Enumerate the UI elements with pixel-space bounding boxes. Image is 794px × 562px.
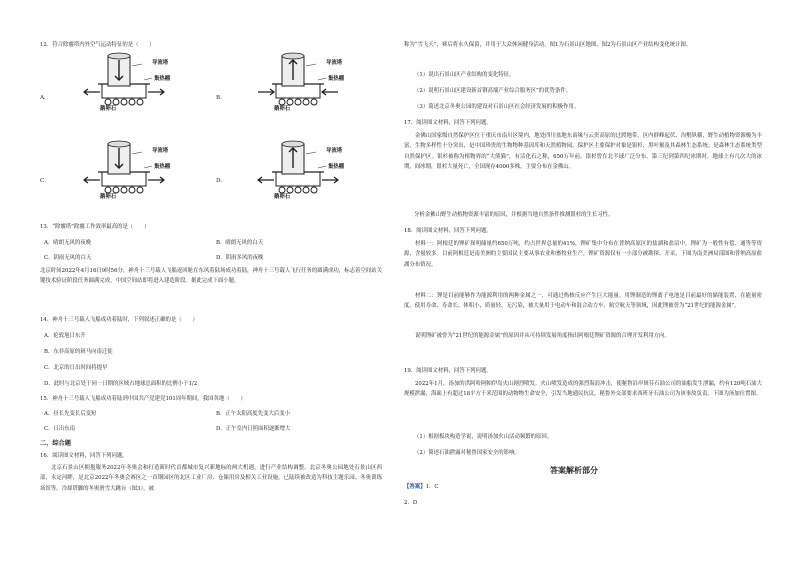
q18-task: 说明锂矿被誉为“21世纪的能源金属”的原因并从可持续发展角度指出阿根廷锂矿资源的合理开发利用方向。: [415, 333, 670, 339]
q14-option-b: B．东非高原的斑马向南迁徙: [44, 349, 113, 355]
q12-a-tower-label: 导流塔: [152, 60, 169, 66]
q12-option-a-label: A．: [40, 95, 50, 101]
q19-subquestion-2: （2）简述石油泄露对秘鲁国家安全的影响。: [414, 450, 520, 456]
q16-passage: 北京石景山区拥抱服务2022年冬奥会和打造新时代首都城市复兴新地标的两大机遇，进行产业结构调整。北京冬奥公园地处石景山区西部，永定河畔，是北京2022年冬奥会赛区之一首钢园区的北区工业厂房、仓储用房及相关工业设施，已陆续被改造为科技主题乐园、冬奥训练场馆等，冷却塔脚的冬奥滑雪大跳台（图3），被: [40, 465, 382, 492]
q13-option-b: B．晴朗无风的白天: [216, 240, 264, 246]
q12-b-tower-label: 导流塔: [326, 60, 343, 66]
q12-b-collector-label: 集热棚: [328, 76, 345, 82]
q19-stem: 19．阅读图文材料，回答下列问题。: [404, 368, 492, 374]
answer-section-title: 答案解析部分: [550, 466, 598, 475]
answer-tag: 【答案】: [404, 484, 426, 490]
q17-stem: 17．阅读图文材料，回答下列问题。: [404, 120, 492, 126]
q12-a-stone-label: 鹅卵石: [100, 106, 117, 112]
left-column: [40, 0, 382, 562]
q12-b-stone-label: 鹅卵石: [274, 106, 291, 112]
q16-subquestion-1: （1）说出石景山区产业结构的变化特征。: [414, 72, 515, 78]
q15-option-a: A．昼长先变长后变短: [44, 411, 97, 417]
right-column: [404, 0, 762, 562]
q12-option-b-label: B．: [216, 95, 226, 101]
q12-stem: 12．符合除霾塔内外空气运动特征的是（ ）: [40, 42, 155, 48]
answer-1-value: 1．C: [425, 484, 439, 490]
q13-option-a: A．晴朗无风的夜晚: [44, 240, 92, 246]
q15-stem: 15．神舟十三号载人飞船成功着陆到中国共产党建党101周年期间，我国各地（ ）: [40, 396, 246, 402]
q15-option-b: B．正午太阳高度先变大后变小: [216, 411, 291, 417]
answer-1: [404, 484, 439, 491]
q12-a-collector-label: 集热棚: [154, 76, 171, 82]
q14-stem: 14．神舟十三号载人飞船成功着陆时，下列叙述正确的是（ ）: [40, 317, 198, 323]
q12-d-tower-label: 导流塔: [326, 148, 343, 154]
q12-d-collector-label: 集热棚: [328, 164, 345, 170]
q12-option-c-label: C．: [40, 178, 50, 184]
q14-option-a: A．伦敦旭日东升: [44, 333, 86, 339]
answer-2: 2．D: [404, 500, 418, 506]
q17-passage: 金佛山国家级自然保护区位于重庆市南川区境内，地处四川盆地东南缘与云贵高原的过渡地带，区内群峰起伏、沟壑纵横，野生动植物资源极为丰富，生物多样性十分突出，是中国珍贵的生物物种基因库和天然植物园。保护区主要保护对象是银杉、黑叶猴及其森林生态系统；是森林生态系统类型自然保护区。银杉被称为植物界的“大熊猫”，有活化石之称，650万年前，银杉曾在北半球广泛分布。第三纪到第四纪冰期时，地球上有几次大的冰期，间冰期，银杉大量死亡，全国现存4000多株，主要分布在金佛山。: [404, 133, 762, 171]
q12-c-collector-label: 集热棚: [154, 164, 171, 170]
q13-option-c: C．阴雨无风的白天: [44, 255, 92, 261]
q17-task: 分析金佛山野生动植物资源丰富的原因，并根据当地自然条件推测银杉的生长习性。: [414, 212, 614, 218]
passage-shenzhou: 北京时间2022年4月16日9时56分，神舟十三号载人飞船返回舱在东风着陆场成功着陆，神舟十三号载人飞行任务的圆满成功，标志着空间站关键技术验证阶段任务圆满完成，中国空间站即将进入建造阶段。据此完成下面小题。: [40, 268, 382, 285]
q13-option-d: D．阴雨多风的夜晚: [216, 255, 264, 261]
section-heading: 二、综合题: [40, 440, 71, 447]
q14-option-d: D．此时与北京处于同一日期的区域占地球总面积的比例小于1/2: [44, 381, 198, 387]
q15-option-d: D．正午室内日照面积逐渐增大: [216, 426, 291, 432]
q12-c-tower-label: 导流塔: [152, 148, 169, 154]
q16-stem: 16．阅读图文材料，回答下列问题。: [40, 453, 128, 459]
q16-subquestion-2: （2）说明石景山区建设新首钢高端产业综合服务区”的优势条件。: [414, 88, 572, 94]
q16-passage-continued: 称为“雪飞天”，赛后将永久保留，并用于大众休闲健身活动。图1为石景山区地图，图2为石景山区产业结构变化统计图。: [404, 42, 692, 48]
q19-passage: 2022年1月，汤加的洪阿哈阿帕伊岛火山剧烈喷发。火山喷发造成的强烈海浪冲击，使秘鲁沿岸斑芬石油公司的油船发生泄漏，约有120吨石油大规模泄漏，海面上有超过18平方千米范围的动物物生命安全，引发当地通民抗议，秘鲁外交部要求西班牙石油公司为该事故负责。下图为汤加位置图。: [404, 381, 762, 398]
q12-d-stone-label: 鹅卵石: [274, 194, 291, 200]
q14-option-c: C．北京的日出时间将提早: [44, 365, 108, 371]
q12-c-stone-label: 鹅卵石: [100, 194, 117, 200]
q19-subquestion-1: （1）根据板块构造学说，说明汤加火山活动频繁的原因。: [414, 434, 553, 440]
q16-subquestion-3: （3）简述北京冬奥公园的建设对石景山区社会经济发展的积极作用。: [414, 104, 580, 110]
q18-material-1: 材料一：阿根廷的锂矿探明储量约650万吨，约占世界总量的41%，锂矿集中分布在普纳高原区的盐湖和盐沼中，锂矿为一般性有偿、通等等资源，含量较多。目前阿根廷是南美洲的主要国民主要从事农业和畜牧业生产，锂矿资源仅有一小部分被勘探、开采。下图为南美洲局部图和普纳高原盐湖分布情况。: [404, 241, 762, 268]
q13-stem: 13．“除霾塔”除霾工作效率最高的是（ ）: [40, 224, 150, 230]
q12-option-d-label: D．: [216, 178, 227, 184]
q18-material-2: 材料二：锂是目前能够作为能源利用的两种金属之一，可通过热核反应产生巨大能量。用锂制造的锂离子电池是目前最好的储能装置，在能量密度、使用寿命、寿命长、体积小、质量轻、无污染，被大量用于电动车和混合动力车、航空航天等领域，因此锂被誉为“21世纪的能源金属”。: [404, 293, 762, 310]
q18-stem: 18．阅读图文材料，回答下列问题。: [404, 228, 492, 234]
q15-option-c: C．日出东南: [44, 426, 76, 432]
